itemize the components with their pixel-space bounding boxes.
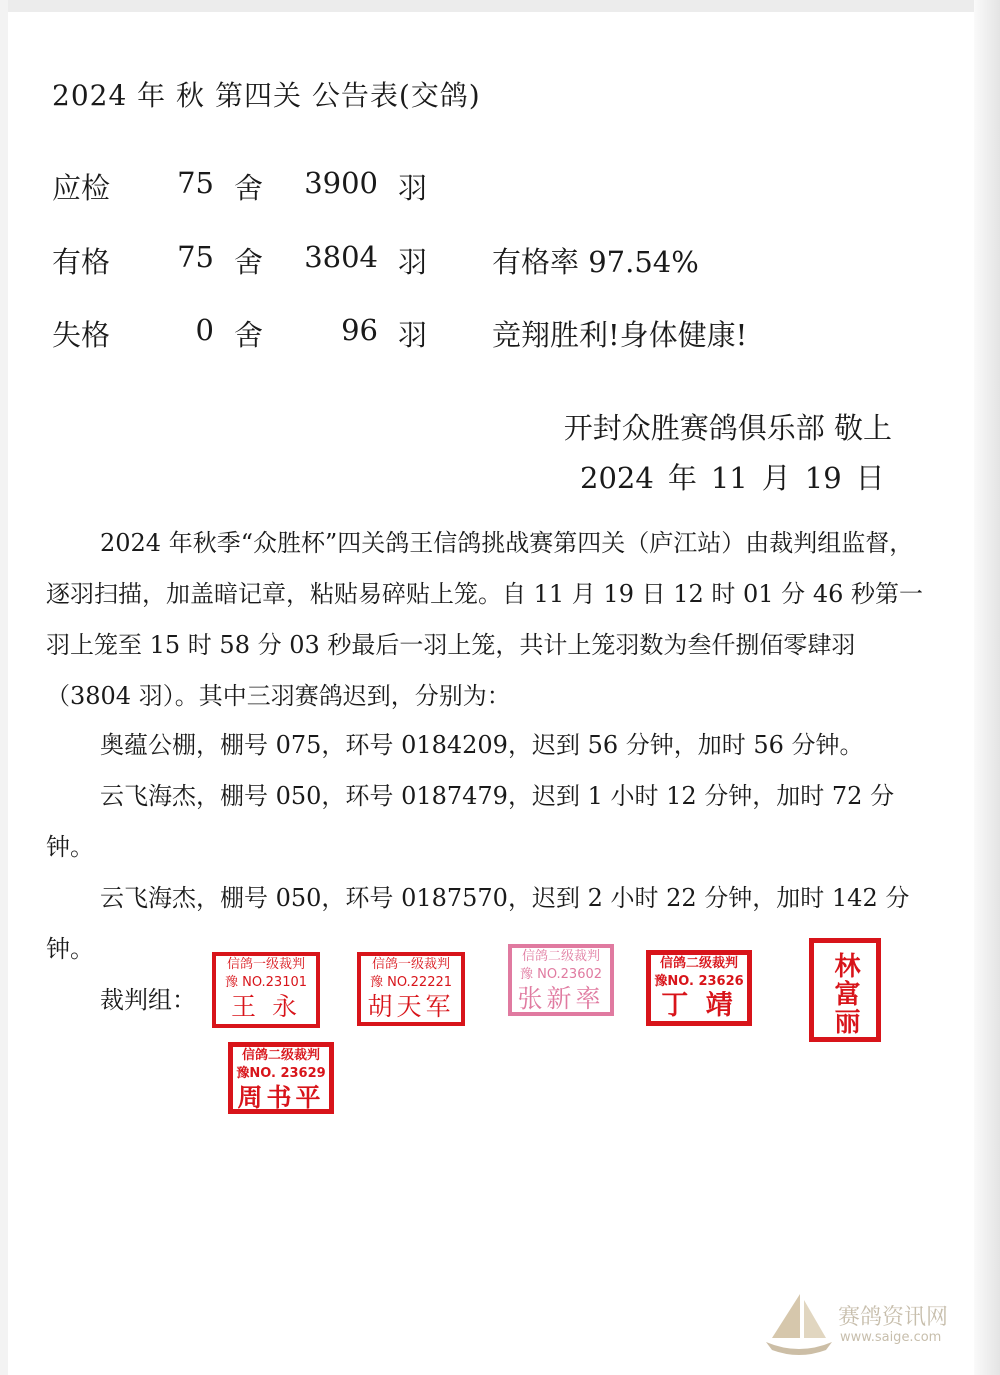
document-title: 2024 年 秋 第四关 公告表(交鸽)	[52, 79, 481, 112]
date-month: 11	[710, 461, 748, 495]
judge-stamp	[809, 938, 881, 1042]
stat-label: 失格	[52, 318, 111, 352]
stat-row-disqualified	[52, 313, 832, 353]
stamp-number: 豫 NO.23602	[519, 967, 603, 982]
paper-edge	[0, 0, 1000, 12]
stamp-title: 信鸽二级裁判	[521, 949, 600, 964]
stamp-number: 豫NO. 23629	[236, 1066, 326, 1081]
well-wishes: 竞翔胜利!身体健康!	[492, 318, 748, 352]
date-month-unit: 月	[761, 461, 791, 495]
date-day-unit: 日	[855, 461, 885, 495]
judge-stamp	[212, 952, 320, 1028]
late-bird-entry: 云飞海杰，棚号 050，环号 0187479，迟到 1 小时 12 分钟，加时 72 分钟。	[46, 782, 895, 861]
stat-label: 有格	[52, 245, 111, 279]
stamp-number: 豫 NO.22221	[369, 975, 453, 990]
bird-count: 96	[341, 313, 378, 347]
late-bird-entry: 奥蕴公棚，棚号 075，环号 0184209，迟到 56 分钟，加时 56 分钟。	[100, 731, 864, 759]
loft-unit: 舍	[234, 245, 264, 279]
sailboat-logo-icon	[760, 1290, 838, 1360]
watermark-url: www.saige.com	[840, 1330, 942, 1345]
loft-count: 75	[177, 166, 214, 200]
bird-unit: 羽	[398, 171, 428, 205]
loft-unit: 舍	[234, 171, 264, 205]
bird-unit: 羽	[398, 245, 428, 279]
judge-stamp	[357, 952, 465, 1026]
stamp-title: 信鸽一级裁判	[371, 957, 450, 972]
stamp-judge-name: 王 永	[231, 992, 301, 1021]
paper-edge	[974, 0, 1000, 1375]
stat-row-qualified	[52, 240, 832, 280]
stamp-number: 豫NO. 23626	[654, 974, 744, 989]
club-signature: 开封众胜赛鸽俱乐部 敬上	[563, 411, 892, 445]
bird-unit: 羽	[398, 318, 428, 352]
stamp-number: 豫 NO.23101	[224, 975, 308, 990]
stamp-title: 信鸽二级裁判	[241, 1048, 320, 1063]
loft-unit: 舍	[234, 318, 264, 352]
watermark-site-name: 赛鸽资讯网	[838, 1305, 949, 1330]
judge-stamp	[508, 944, 614, 1016]
stat-label: 应检	[52, 171, 111, 205]
stamp-judge-name: 张新率	[517, 984, 605, 1013]
date-day: 19	[804, 461, 842, 495]
stamp-title: 信鸽一级裁判	[226, 957, 305, 972]
basketing-description: 2024 年秋季“众胜杯”四关鸽王信鸽挑战赛第四关（庐江站）由裁判组监督，逐羽扫描，加盖暗记章，粘贴易碎贴上笼。自 11 月 19 日 12 时 01 分 46 秒第一羽上笼至 15 时 58 分 03 秒最后一羽上笼，共计上笼羽数为叁仟捌佰零肆羽（3804 羽）。其中三羽赛鸽迟到，分别为：	[46, 529, 923, 710]
judges-label: 裁判组：	[100, 986, 196, 1014]
stamp-judge-name: 林富丽	[830, 952, 860, 1036]
stamp-judge-name: 胡天军	[367, 992, 455, 1021]
stamp-judge-name: 周书平	[237, 1083, 325, 1112]
paper-edge	[0, 0, 8, 1375]
stamp-judge-name: 丁 靖	[661, 991, 737, 1021]
loft-count: 0	[195, 313, 214, 347]
late-bird-entry: 云飞海杰，棚号 050，环号 0187570，迟到 2 小时 22 分钟，加时 142 分钟。	[46, 884, 910, 963]
date-year-unit: 年	[667, 461, 697, 495]
bird-count: 3900	[304, 166, 378, 200]
date-year: 2024	[580, 461, 654, 495]
judge-stamp	[646, 950, 752, 1026]
issue-date	[580, 456, 899, 497]
stamp-title: 信鸽二级裁判	[659, 956, 738, 971]
loft-count: 75	[177, 240, 214, 274]
bird-count: 3804	[304, 240, 378, 274]
judge-stamp	[228, 1042, 334, 1114]
site-watermark	[760, 1290, 980, 1362]
stat-row-inspected	[52, 166, 832, 206]
qualified-rate: 有格率 97.54%	[492, 245, 699, 279]
